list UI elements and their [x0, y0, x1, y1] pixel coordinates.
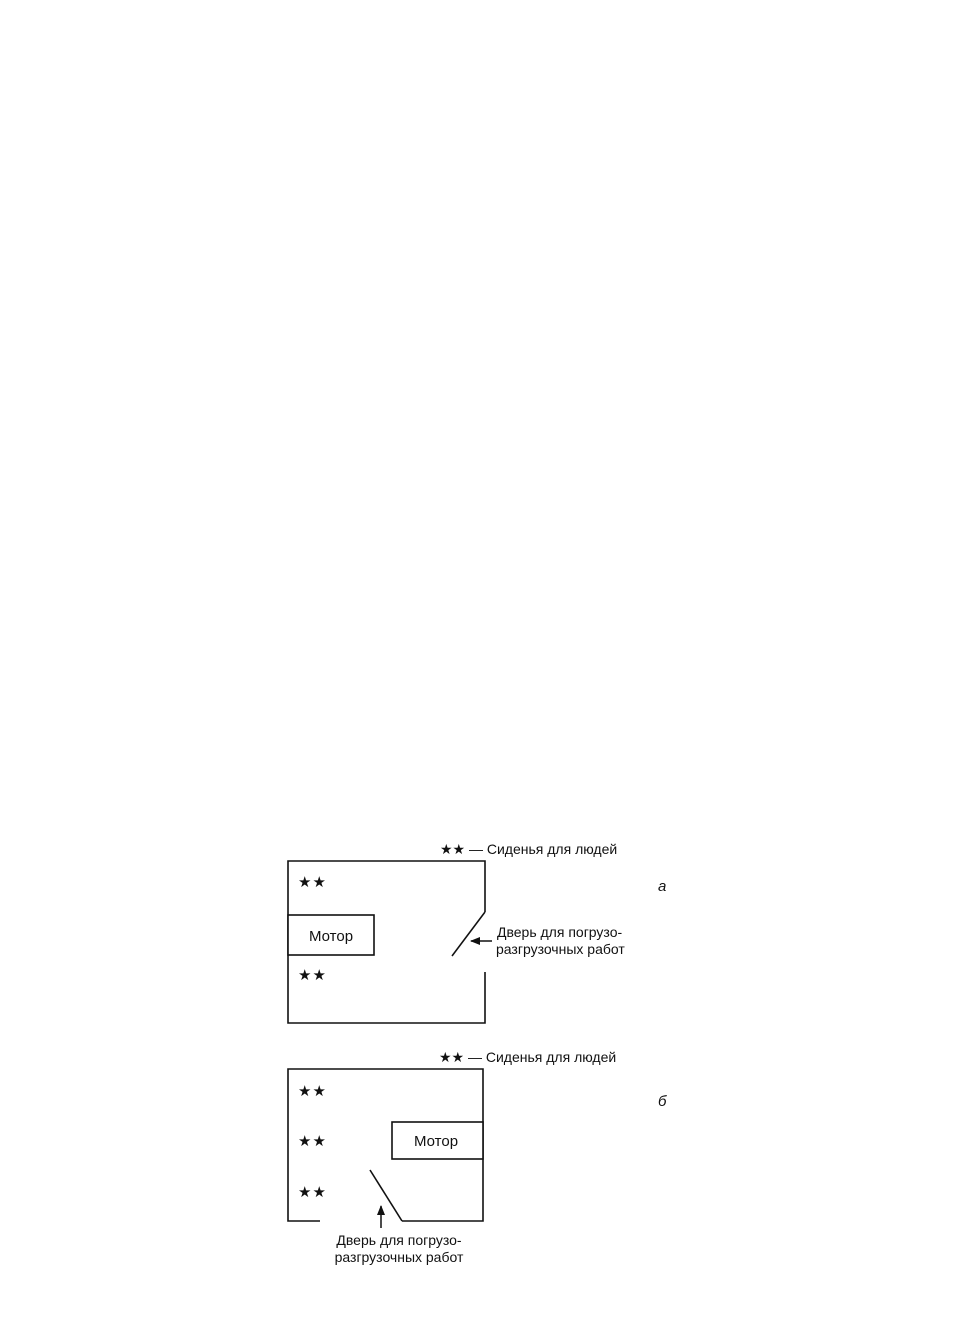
panel-a-motor-label: Мотор: [308, 928, 354, 945]
panel-b-letter: б: [658, 1093, 667, 1110]
panel-a-seats-top: ★★: [298, 874, 327, 891]
panel-b-door: [370, 1170, 402, 1221]
panel-b-seats-3: ★★: [298, 1184, 327, 1201]
panel-b-seats-2: ★★: [298, 1133, 327, 1150]
panel-b-motor-label: Мотор: [413, 1133, 459, 1150]
panel-a: [288, 841, 666, 1023]
panel-a-door: [452, 912, 485, 956]
panel-a-door-label-line1: Дверь для погрузо-: [497, 924, 623, 940]
panel-b-seats-1: ★★: [298, 1083, 327, 1100]
panel-a-legend: ★★ — Сиденья для людей: [440, 841, 618, 857]
panel-b-door-label-line1: Дверь для погрузо-: [336, 1232, 462, 1248]
panel-a-seats-bottom: ★★: [298, 967, 327, 984]
panel-a-door-label-line2: разгрузочных работ: [496, 941, 625, 957]
panel-b-legend: ★★ — Сиденья для людей: [439, 1049, 617, 1065]
panel-b: [288, 1049, 667, 1265]
panel-b-door-label-line2: разгрузочных работ: [334, 1249, 464, 1265]
panel-a-letter: а: [658, 878, 667, 895]
